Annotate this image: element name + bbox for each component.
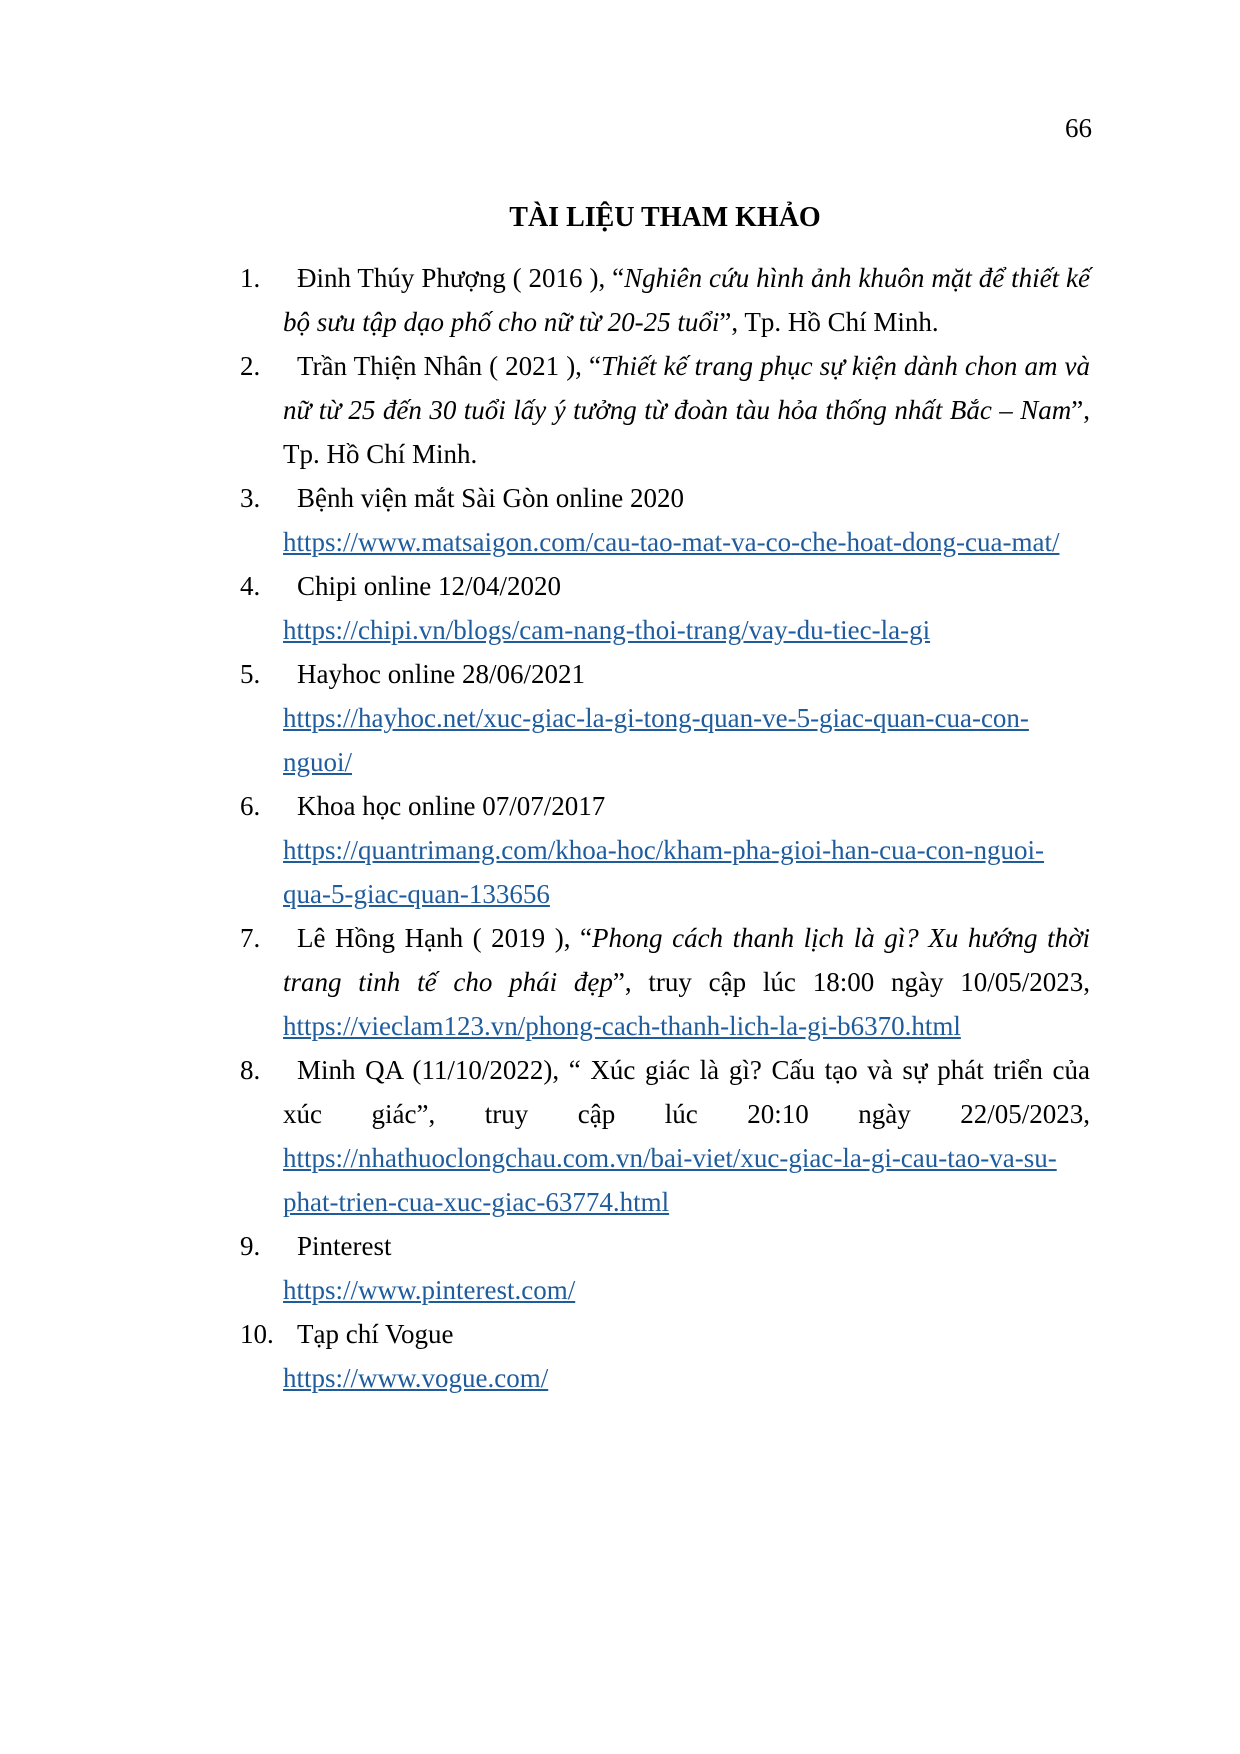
reference-number: 4. [240, 571, 261, 601]
reference-text: ”, truy cập lúc 18:00 ngày 10/05/2023, [612, 967, 1091, 997]
reference-url-line [283, 520, 1090, 564]
reference-item [240, 784, 1090, 916]
reference-text-line [283, 784, 1090, 828]
reference-item [240, 652, 1090, 784]
reference-text-line [283, 476, 1090, 520]
reference-item [240, 344, 1090, 476]
reference-link[interactable]: https://quantrimang.com/khoa-hoc/kham-pha-gioi-han-cua-con-nguoi-qua-5-giac-quan-133656 [283, 835, 1045, 909]
reference-item [240, 1224, 1090, 1312]
reference-work-title: Thiết kế trang phục sự kiện dành chon am và nữ từ 25 đến 30 tuổi lấy ý tưởng từ đoàn tàu hỏa thống nhất Bắc – Nam [283, 351, 1090, 425]
reference-url-line [283, 1268, 1090, 1312]
reference-text: Đinh Thúy Phượng ( 2016 ), “ [297, 263, 625, 293]
reference-work-title: Phong cách thanh lịch là gì? Xu hướng thời trang tinh tế cho phái đẹp [283, 923, 1090, 997]
reference-item [240, 1312, 1090, 1400]
reference-item [240, 916, 1090, 1048]
reference-text: Tạp chí Vogue [297, 1319, 454, 1349]
reference-link[interactable]: https://www.pinterest.com/ [283, 1275, 576, 1305]
reference-item [240, 1048, 1090, 1224]
reference-item [240, 256, 1090, 344]
reference-url-line [283, 828, 1090, 916]
reference-item [240, 476, 1090, 564]
reference-number: 6. [240, 791, 261, 821]
reference-url-line [283, 696, 1090, 784]
reference-number: 8. [240, 1055, 261, 1085]
reference-link[interactable]: https://www.vogue.com/ [283, 1363, 549, 1393]
reference-link[interactable]: https://vieclam123.vn/phong-cach-thanh-lich-la-gi-b6370.html [283, 1011, 961, 1041]
reference-text-line [283, 1312, 1090, 1356]
reference-text-line [283, 1224, 1090, 1268]
reference-number: 3. [240, 483, 261, 513]
reference-text: ”, Tp. Hồ Chí Minh. [719, 307, 939, 337]
reference-text: Khoa học online 07/07/2017 [297, 791, 606, 821]
page-number: 66 [1065, 113, 1092, 143]
reference-text: Chipi online 12/04/2020 [297, 571, 562, 601]
reference-link[interactable]: https://www.matsaigon.com/cau-tao-mat-va-co-che-hoat-dong-cua-mat/ [283, 527, 1060, 557]
reference-number: 7. [240, 923, 261, 953]
reference-text-line [283, 652, 1090, 696]
reference-text: Bệnh viện mắt Sài Gòn online 2020 [297, 483, 684, 513]
reference-number: 5. [240, 659, 261, 689]
reference-number: 10. [240, 1319, 274, 1349]
reference-text: Minh QA (11/10/2022), “ Xúc giác là gì? Cấu tạo và sự phát triển của xúc giác”, truy cập lúc 20:10 ngày 22/05/2023, [283, 1055, 1090, 1129]
reference-item [240, 564, 1090, 652]
reference-text-line [283, 564, 1090, 608]
reference-number: 9. [240, 1231, 261, 1261]
reference-number: 2. [240, 351, 261, 381]
reference-text: Pinterest [297, 1231, 392, 1261]
page-title: TÀI LIỆU THAM KHẢO [509, 202, 821, 233]
reference-text-line [283, 1048, 1090, 1224]
reference-text: Lê Hồng Hạnh ( 2019 ), “ [297, 923, 593, 953]
reference-link[interactable]: https://chipi.vn/blogs/cam-nang-thoi-trang/vay-du-tiec-la-gi [283, 615, 931, 645]
reference-text: ”, Tp. Hồ Chí Minh. [283, 395, 1090, 469]
reference-text-line [283, 916, 1090, 1048]
reference-link[interactable]: https://hayhoc.net/xuc-giac-la-gi-tong-quan-ve-5-giac-quan-cua-con-nguoi/ [283, 703, 1029, 777]
reference-text: Trần Thiện Nhân ( 2021 ), “ [297, 351, 601, 381]
reference-text: Hayhoc online 28/06/2021 [297, 659, 585, 689]
reference-url-line [283, 608, 1090, 652]
reference-text-line [283, 256, 1090, 344]
reference-link[interactable]: https://nhathuoclongchau.com.vn/bai-viet/xuc-giac-la-gi-cau-tao-va-su-phat-trien-cua-xuc-giac-63774.html [283, 1143, 1057, 1217]
reference-text-line [283, 344, 1090, 476]
page-content [240, 196, 1090, 1400]
reference-list [240, 256, 1090, 1400]
reference-url-line [283, 1356, 1090, 1400]
reference-work-title: Nghiên cứu hình ảnh khuôn mặt để thiết kế bộ sưu tập dạo phố cho nữ từ 20-25 tuổi [283, 263, 1090, 337]
reference-number: 1. [240, 263, 261, 293]
